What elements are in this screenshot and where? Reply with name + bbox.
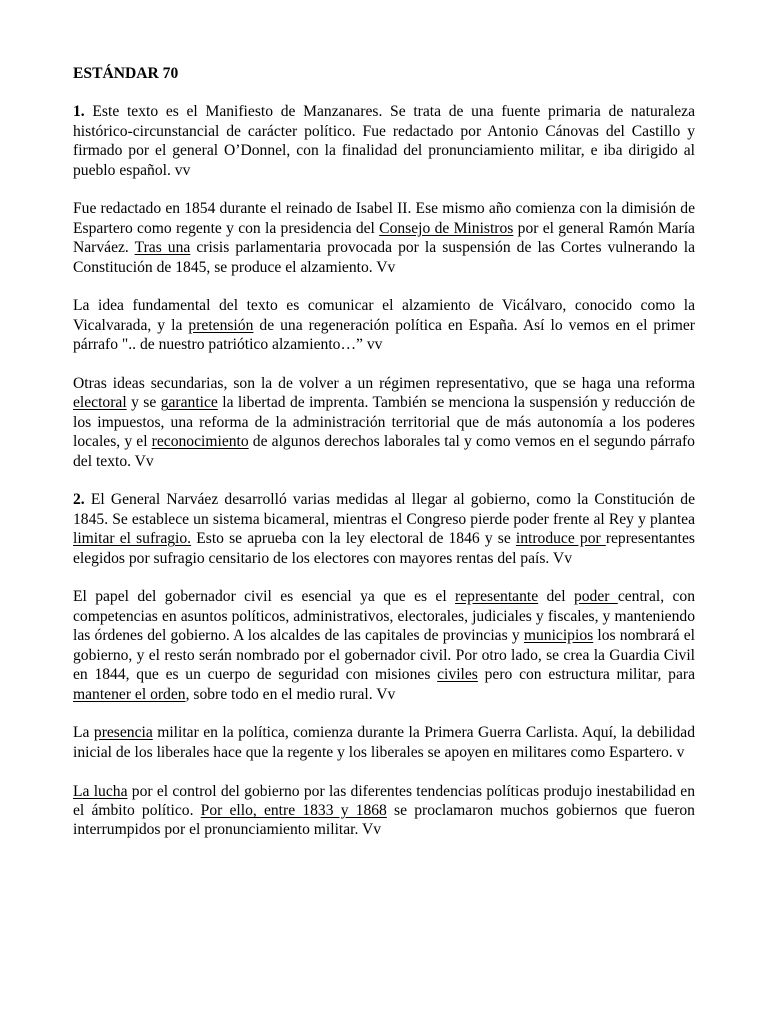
underlined-text: civiles [437,666,478,684]
paragraph [73,102,695,180]
document-title: ESTÁNDAR 70 [73,65,179,82]
text-run: representantes elegidos por sufragio censitario de los electores con mayores rentas del país. Vv [73,530,695,567]
underlined-text: La lucha [73,782,128,800]
section-number: 1. [73,103,85,121]
underlined-text: poder [573,588,618,606]
paragraph [73,296,695,354]
underlined-text: introduce por [515,530,606,548]
underlined-text: Tras una [134,239,191,257]
text-run: la libertad de imprenta. También se menciona la suspensión y reducción de los impuestos, una reforma de la administración territorial que de más autonomía a los poderes locales, y el [73,394,695,451]
paragraph [73,723,695,762]
document-body [73,102,695,839]
underlined-text: reconocimiento [151,433,249,451]
text-run: Fue redactado en 1854 durante el reinado de Isabel II. Ese mismo año comienza con la dimisión de Espartero como regente y con la presidencia del [73,200,695,237]
text-run: del [538,588,574,606]
underlined-text: pretensión [188,316,254,334]
paragraph [73,782,695,840]
text-run: crisis parlamentaria provocada por la suspensión de las Cortes vulnerando la Constitución de 1845, se produce el alzamiento. Vv [73,239,696,276]
text-run: Otras ideas secundarias, son la de volver a un régimen representativo, que se haga una reforma [73,375,695,393]
text-run: militar en la política, comienza durante la Primera Guerra Carlista. Aquí, la debilidad inicial de los liberales hace que la regente y los liberales se apoyen en militares como Espartero. v [73,724,695,761]
text-run: Esto se aprueba con la ley electoral de 1846 y se [191,530,516,548]
underlined-text: presencia [93,724,153,742]
text-run: El papel del gobernador civil es esencial ya que es el [73,588,456,606]
text-run: El General Narváez desarrolló varias medidas al llegar al gobierno, como la Constitución de 1845. Se establece un sistema bicameral, mientras el Congreso pierde poder frente al Rey y plantea [73,491,695,528]
text-run: por el general Ramón María Narváez. [73,219,695,257]
text-run: , sobre todo en el medio rural. Vv [185,685,396,703]
underlined-text: garantice [160,394,218,412]
text-run: se proclamaron muchos gobiernos que fueron interrumpidos por el pronunciamiento militar. Vv [73,801,695,839]
text-run: La [73,724,94,742]
text-run: por el control del gobierno por las diferentes tendencias políticas produjo inestabilidad en el ámbito político. [73,782,695,819]
underlined-text: limitar el sufragio. [73,530,192,548]
document-page [73,64,695,859]
underlined-text: mantener el orden [73,685,186,703]
underlined-text: municipios [523,627,594,645]
text-run: central, con competencias en asuntos políticos, administrativos, electorales, judiciales y fiscales, y manteniendo las órdenes del gobierno. A los alcaldes de las capitales de provincias y [73,588,696,645]
paragraph [73,587,695,703]
text-run: Este texto es el Manifiesto de Manzanares. Se trata de una fuente primaria de naturaleza histórico-circunstancial de carácter político. Fue redactado por Antonio Cánovas del Castillo y firmado por el general O’Donnel, con la finalidad del pronunciamiento militar, e iba dirigido al pueblo español. vv [73,103,695,179]
paragraph [73,199,695,277]
paragraph [73,490,695,568]
underlined-text: representante [455,588,539,606]
text-run: pero con estructura militar, para [477,666,695,684]
underlined-text: Consejo de Ministros [379,219,514,237]
text-run: los nombrará el gobierno, y el resto serán nombrado por el gobernador civil. Por otro lado, se crea la Guardia Civil en 1844, que es un cuerpo de seguridad con misiones [73,627,695,684]
text-run: La idea fundamental del texto es comunicar el alzamiento de Vicálvaro, conocido como la Vicalvarada, y la [73,297,695,334]
text-run: de una regeneración política en España. Así lo vemos en el primer párrafo ".. de nuestro patriótico alzamiento…” vv [73,316,695,354]
text-run: de algunos derechos laborales tal y como vemos en el segundo párrafo del texto. Vv [73,433,695,470]
underlined-text: electoral [73,394,127,412]
underlined-text: Por ello, entre 1833 y 1868 [200,801,387,819]
paragraph [73,374,695,471]
text-run: y se [126,394,161,412]
section-number: 2. [73,491,85,509]
